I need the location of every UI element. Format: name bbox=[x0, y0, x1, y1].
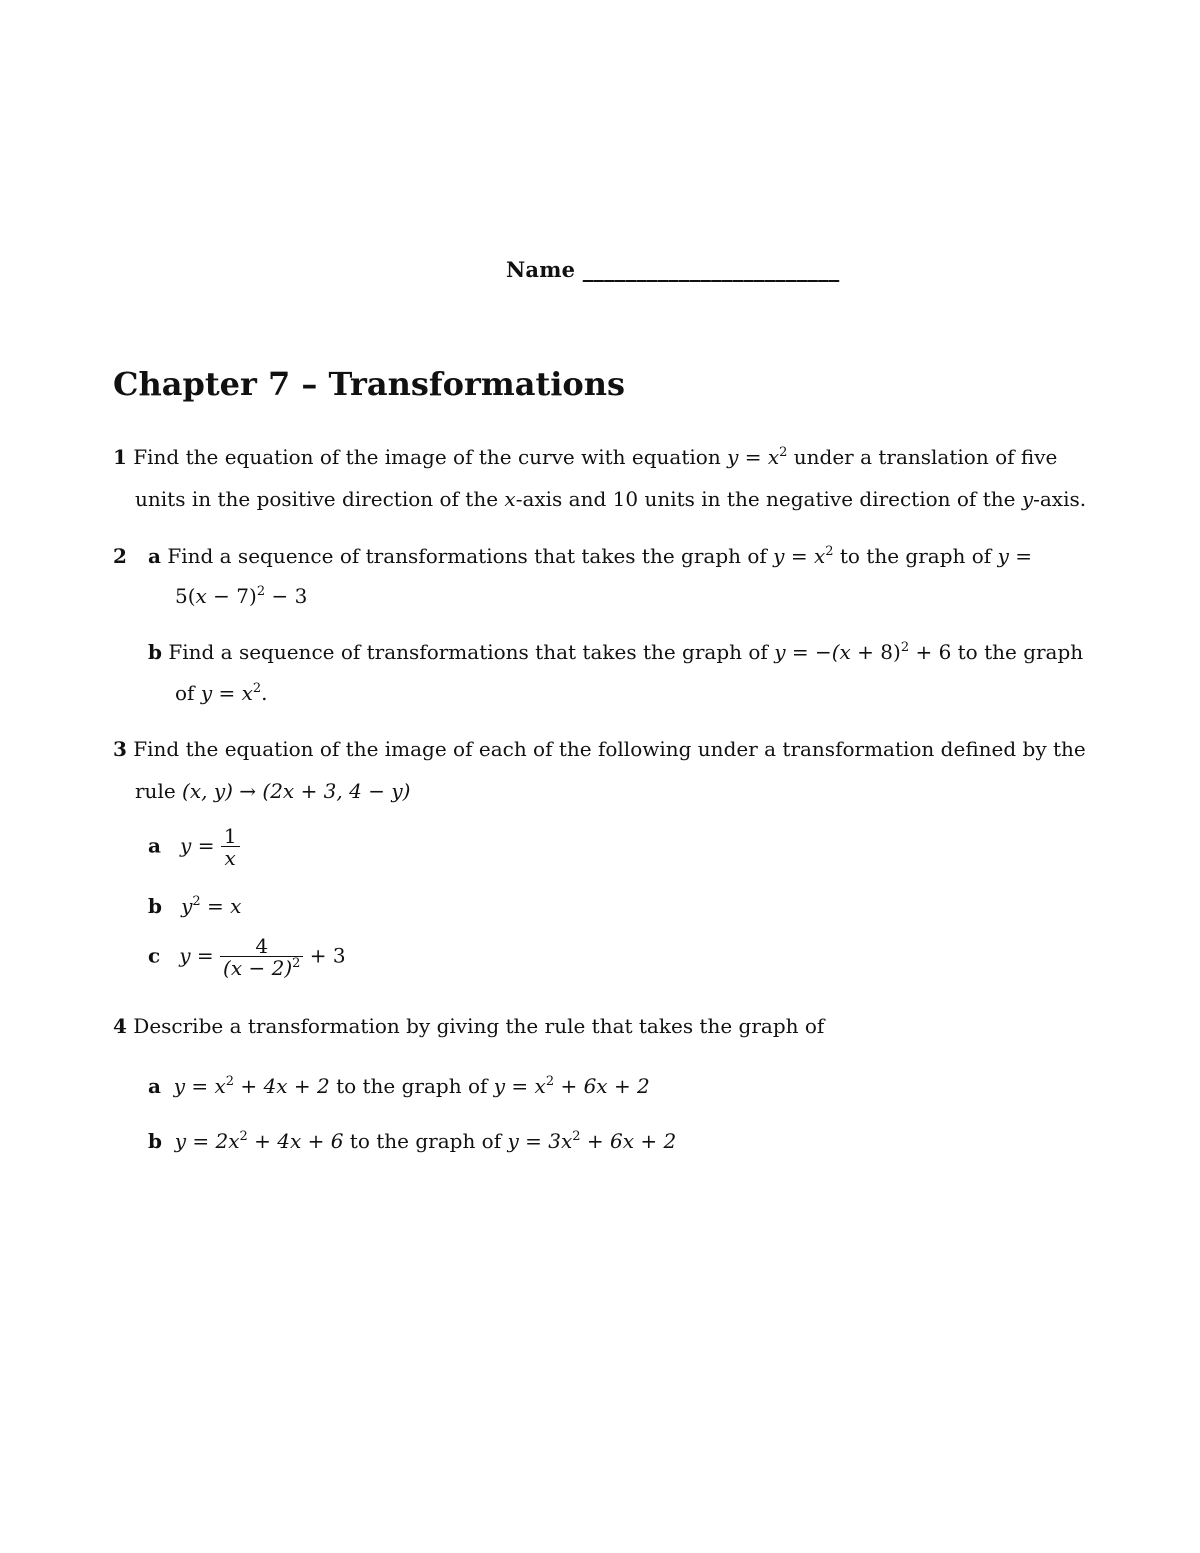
name-label: Name bbox=[506, 257, 576, 282]
name-field-line bbox=[506, 257, 840, 282]
question-3-line-1: 3 Find the equation of the image of each of the following under a transformation defined by the bbox=[113, 737, 1086, 761]
transformation-rule: (x, y) → (2x + 3, 4 − y) bbox=[182, 779, 411, 803]
question-1-line-2: units in the positive direction of the x-axis and 10 units in the negative direction of the y-axis. bbox=[135, 487, 1087, 511]
question-4a: a $y = x^2 + 4x + 2$ to the graph of $y = x^2 + 6x + 2$ bbox=[148, 1074, 650, 1098]
question-3b: b $y^2 = x$ bbox=[148, 894, 242, 918]
name-blank: ________________________ bbox=[582, 257, 840, 282]
question-2a-label: a bbox=[148, 544, 161, 568]
question-2a-line-1: a Find a sequence of transformations that takes the graph of $y = x^2$ to the graph of y = bbox=[148, 544, 1032, 568]
question-4a-label: a bbox=[148, 1074, 161, 1098]
question-4b: b $y = 2x^2 + 4x + 6$ to the graph of $y = 3x^2 + 6x + 2$ bbox=[148, 1129, 677, 1153]
question-3b-label: b bbox=[148, 894, 162, 918]
question-2b-label: b bbox=[148, 640, 162, 664]
question-3a: a y = $\frac{1}{x}$ bbox=[148, 826, 240, 868]
question-4-number: 4 bbox=[113, 1014, 127, 1038]
question-1-line-1: 1 Find the equation of the image of the curve with equation $y = x^2$ under a translation of five bbox=[113, 445, 1058, 469]
fraction-4-over-x-minus-2-squared: $\frac{4}{(x - 2)^2}$ bbox=[220, 936, 303, 978]
question-2a-line-2: $5(x - 7)^2 - 3$ bbox=[175, 584, 308, 608]
question-2b-line-2: of $y = x^2$. bbox=[175, 681, 268, 705]
question-3a-label: a bbox=[148, 833, 161, 858]
question-2-number: 2 bbox=[113, 544, 127, 568]
question-3c-label: c bbox=[148, 943, 161, 968]
question-4b-label: b bbox=[148, 1129, 162, 1153]
question-1-number: 1 bbox=[113, 445, 127, 469]
question-3c: c y = $\frac{4}{(x - 2)^2}$ + 3 bbox=[148, 934, 346, 980]
question-3-number: 3 bbox=[113, 737, 127, 761]
question-3-line-2: rule (x, y) → (2x + 3, 4 − y) bbox=[135, 779, 411, 803]
question-2b-line-1: b Find a sequence of transformations that takes the graph of $y = -(x + 8)^2 + 6$ to the graph bbox=[148, 640, 1084, 664]
question-4-line-1: 4 Describe a transformation by giving the rule that takes the graph of bbox=[113, 1014, 825, 1038]
fraction-1-over-x: $\frac{1}{x}$ bbox=[221, 826, 240, 868]
chapter-title: Chapter 7 – Transformations bbox=[113, 365, 626, 403]
